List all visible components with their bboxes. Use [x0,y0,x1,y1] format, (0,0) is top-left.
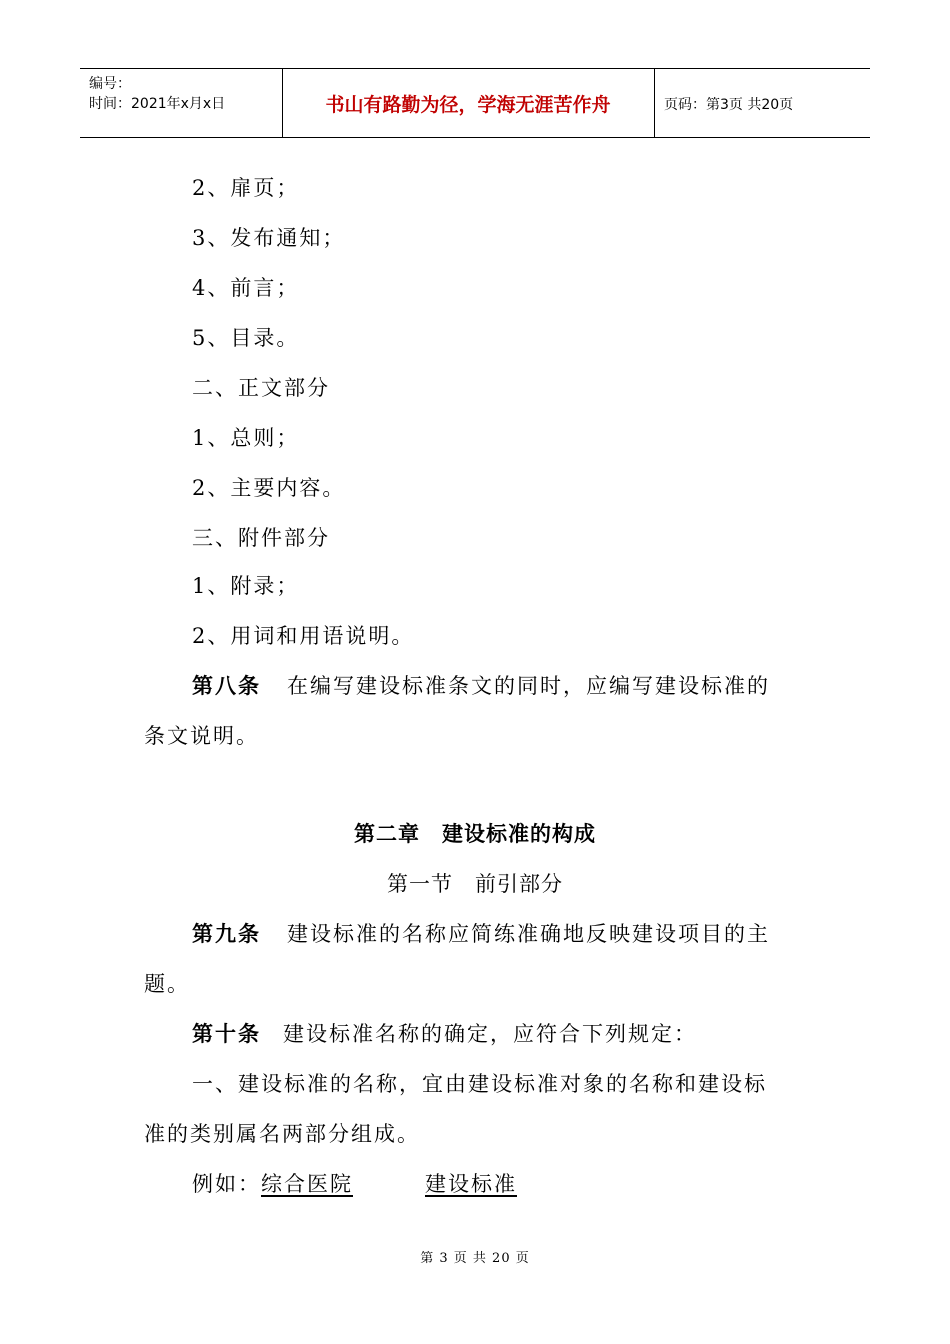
article-9-text: 建设标准的名称应简练准确地反映建设项目的主 [287,922,770,946]
list-item: 2、扉页； [192,176,300,200]
article-8-text: 在编写建设标准条文的同时，应编写建设标准的 [287,674,770,698]
article-9 [192,918,770,948]
list-item: 3、发布通知； [192,226,346,250]
paragraph-item-1-continuation: 准的类别属名两部分组成。 [144,1122,420,1146]
list-item: 1、总则； [192,426,300,450]
header-left-cell [80,69,283,137]
header-middle-cell [282,69,655,137]
article-8-continuation: 条文说明。 [144,724,259,748]
article-9-continuation: 题。 [144,972,190,996]
list-item: 2、主要内容。 [192,476,346,500]
list-item: 2、用词和用语说明。 [192,624,415,648]
example-line [192,1168,517,1198]
section-heading: 二、正文部分 [192,376,330,400]
article-8-title: 第八条 [192,674,261,698]
article-10-title: 第十条 [192,1022,261,1046]
article-8 [192,670,770,700]
header-page-info: 页码：第3页 共20页 [664,97,794,113]
list-item: 1、附录； [192,574,300,598]
example-category-name: 建设标准 [425,1172,517,1196]
header-motto: 书山有路勤为径，学海无涯苦作舟 [325,94,611,116]
example-object-name: 综合医院 [261,1172,353,1196]
header-right-cell [654,69,870,137]
article-10-text: 建设标准名称的确定，应符合下列规定： [283,1022,697,1046]
paragraph-item-1: 一、建设标准的名称，宜由建设标准对象的名称和建设标 [192,1072,767,1096]
section-title: 第一节 前引部分 [387,872,563,896]
article-10 [192,1018,697,1048]
section-heading: 三、附件部分 [192,526,330,550]
list-item: 5、目录。 [192,326,300,350]
article-9-title: 第九条 [192,922,261,946]
example-label: 例如： [192,1172,261,1196]
list-item: 4、前言； [192,276,300,300]
chapter-title: 第二章 建设标准的构成 [354,822,596,846]
page-header [80,68,870,138]
document-number-label: 编号： [89,76,131,92]
page-footer: 第 3 页 共 20 页 [420,1251,530,1266]
document-date-label: 时间：2021年x月x日 [89,96,226,112]
